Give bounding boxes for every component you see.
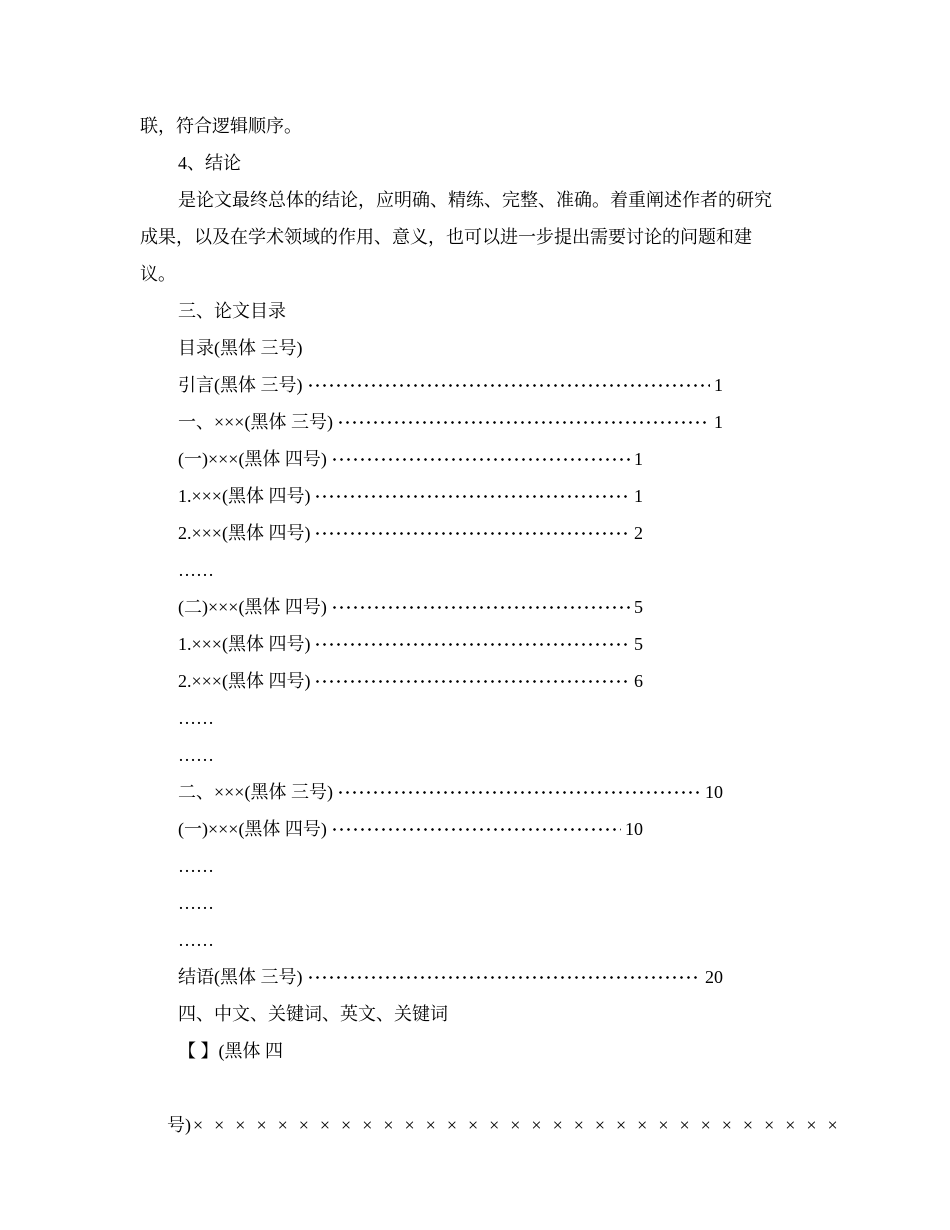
- toc-label: (一)×××(黑体 四号): [178, 819, 327, 839]
- toc-label: 引言(黑体 三号): [178, 375, 303, 395]
- toc-entry: [140, 959, 723, 996]
- toc-entry: [140, 515, 643, 552]
- toc-entry: [140, 589, 643, 626]
- dot-leader: [337, 404, 710, 441]
- toc-entry: [140, 663, 643, 700]
- text-line: 成果，以及在学术领域的作用、意义，也可以进一步提出需要讨论的问题和建: [140, 227, 752, 247]
- toc-entry: [140, 478, 643, 515]
- toc-page-number: 20: [705, 967, 723, 987]
- toc-page-number: 10: [705, 782, 723, 802]
- dot-leader: [331, 589, 630, 626]
- text-line: [140, 1070, 850, 1135]
- dot-leader: [331, 811, 621, 848]
- dot-leader: [314, 663, 630, 700]
- ellipsis-line: ……: [178, 893, 214, 913]
- section-heading: 三、论文目录: [178, 301, 286, 321]
- toc-entry: [140, 441, 643, 478]
- toc-page-number: 5: [634, 597, 643, 617]
- toc-page-number: 1: [634, 486, 643, 506]
- dot-leader: [314, 515, 630, 552]
- toc-entry: [140, 367, 723, 404]
- toc-page-number: 1: [714, 412, 723, 432]
- toc-label: (一)×××(黑体 四号): [178, 449, 327, 469]
- toc-label: 二、×××(黑体 三号): [178, 782, 333, 802]
- toc-page-number: 2: [634, 523, 643, 543]
- toc-label: 2.×××(黑体 四号): [178, 671, 311, 691]
- toc-entry: [140, 811, 643, 848]
- ellipsis-line: ……: [178, 745, 214, 765]
- toc-label: 一、×××(黑体 三号): [178, 412, 333, 432]
- placeholder-x-run: ×××××××××××××××××××××××××××××××: [193, 1115, 849, 1135]
- dot-leader: [314, 478, 630, 515]
- toc-page-number: 1: [714, 375, 723, 395]
- dot-leader: [307, 959, 702, 996]
- toc-page-number: 6: [634, 671, 643, 691]
- ellipsis-line: ……: [178, 708, 214, 728]
- ellipsis-line: ……: [178, 560, 214, 580]
- dot-leader: [307, 367, 711, 404]
- toc-label: 2.×××(黑体 四号): [178, 523, 311, 543]
- toc-entry: [140, 404, 723, 441]
- toc-label: 1.×××(黑体 四号): [178, 486, 311, 506]
- text-line: 【 】(黑体 四: [178, 1041, 283, 1061]
- toc-page-number: 5: [634, 634, 643, 654]
- dot-leader: [314, 626, 630, 663]
- toc-entry: [140, 774, 723, 811]
- ellipsis-line: ……: [178, 930, 214, 950]
- toc-entry: [140, 626, 643, 663]
- toc-label: 结语(黑体 三号): [178, 967, 303, 987]
- dot-leader: [337, 774, 701, 811]
- text-line: 目录(黑体 三号): [178, 338, 303, 358]
- text-line: 4、结论: [178, 153, 241, 173]
- text-line: 联，符合逻辑顺序。: [140, 116, 302, 136]
- toc-page-number: 10: [625, 819, 643, 839]
- text-line: 议。: [140, 264, 176, 284]
- toc-label: 1.×××(黑体 四号): [178, 634, 311, 654]
- text-line: 是论文最终总体的结论，应明确、精练、完整、准确。着重阐述作者的研究: [178, 190, 772, 210]
- document-body: [140, 108, 850, 1135]
- toc-label: (二)×××(黑体 四号): [178, 597, 327, 617]
- text: 号): [167, 1115, 191, 1135]
- section-heading: 四、中文、关键词、英文、关键词: [178, 1004, 448, 1024]
- ellipsis-line: ……: [178, 856, 214, 876]
- toc-page-number: 1: [634, 449, 643, 469]
- dot-leader: [331, 441, 630, 478]
